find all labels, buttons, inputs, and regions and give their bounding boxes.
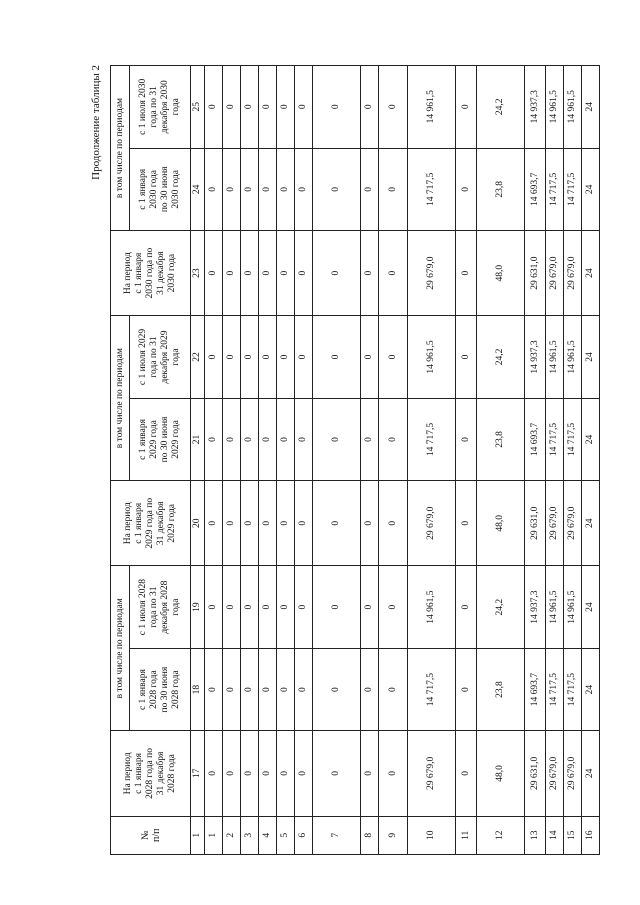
- value-cell: 0: [259, 481, 277, 566]
- value-cell: 24: [582, 316, 600, 398]
- value-cell: 0: [295, 398, 313, 480]
- value-cell: 0: [259, 398, 277, 480]
- value-cell: 0: [241, 66, 259, 149]
- row-number-cell: 5: [277, 816, 295, 854]
- header-second-half-2029: с 1 июля 2029 года по 31 декабря 2029 года: [130, 316, 191, 398]
- value-cell: 0: [379, 231, 408, 316]
- value-cell: 0: [379, 316, 408, 398]
- value-cell: 29 679,0: [408, 731, 456, 816]
- value-cell: 0: [295, 231, 313, 316]
- value-cell: 0: [456, 398, 477, 480]
- header-second-half-2030: с 1 июля 2030 года по 31 декабря 2030 года: [130, 66, 191, 149]
- value-cell: 0: [277, 148, 295, 230]
- column-number-cell: 21: [191, 398, 205, 480]
- header-period-2029: На период с 1 января 2029 года по 31 декабря 2029 года: [111, 481, 191, 566]
- value-cell: 0: [379, 398, 408, 480]
- value-cell: 0: [241, 231, 259, 316]
- row-number-cell: 11: [456, 816, 477, 854]
- table-row: [223, 66, 241, 855]
- value-cell: 0: [295, 731, 313, 816]
- row-number-cell: 16: [582, 816, 600, 854]
- value-cell: 0: [277, 566, 295, 648]
- value-cell: 0: [259, 66, 277, 149]
- value-cell: 0: [277, 398, 295, 480]
- value-cell: 0: [379, 731, 408, 816]
- value-cell: 0: [361, 148, 379, 230]
- value-cell: 0: [379, 481, 408, 566]
- value-cell: 0: [361, 231, 379, 316]
- column-number-cell: 18: [191, 648, 205, 730]
- row-number-cell: 1: [205, 816, 223, 854]
- value-cell: 0: [205, 231, 223, 316]
- data-table: [110, 65, 600, 855]
- row-number-cell: 2: [223, 816, 241, 854]
- value-cell: 0: [456, 648, 477, 730]
- value-cell: 0: [361, 566, 379, 648]
- value-cell: 14 717,5: [564, 148, 582, 230]
- value-cell: 0: [241, 316, 259, 398]
- value-cell: 0: [259, 731, 277, 816]
- value-cell: 24: [582, 231, 600, 316]
- table-row: [241, 66, 259, 855]
- value-cell: 0: [205, 731, 223, 816]
- row-number-cell: 3: [241, 816, 259, 854]
- value-cell: 0: [379, 148, 408, 230]
- value-cell: 14 961,5: [546, 566, 564, 648]
- value-cell: 0: [223, 398, 241, 480]
- value-cell: 0: [259, 231, 277, 316]
- value-cell: 0: [361, 66, 379, 149]
- value-cell: 0: [456, 231, 477, 316]
- row-number-cell: 15: [564, 816, 582, 854]
- header-second-half-2028: с 1 июля 2028 года по 31 декабря 2028 года: [130, 566, 191, 648]
- row-number-cell: 4: [259, 816, 277, 854]
- value-cell: 29 679,0: [546, 231, 564, 316]
- value-cell: 14 717,5: [408, 398, 456, 480]
- value-cell: 24,2: [477, 316, 525, 398]
- value-cell: 0: [313, 231, 361, 316]
- value-cell: 29 679,0: [564, 731, 582, 816]
- value-cell: 0: [241, 566, 259, 648]
- value-cell: 0: [223, 231, 241, 316]
- header-period-2030: На период с 1 января 2030 года по 31 декабря 2030 года: [111, 231, 191, 316]
- value-cell: 0: [223, 66, 241, 149]
- value-cell: 0: [205, 66, 223, 149]
- header-first-half-2030: с 1 января 2030 года по 30 июня 2030 года: [130, 148, 191, 230]
- header-subperiods-2029: в том числе по периодам: [111, 316, 130, 481]
- value-cell: 0: [456, 481, 477, 566]
- value-cell: 0: [313, 316, 361, 398]
- value-cell: 0: [456, 66, 477, 149]
- value-cell: 29 679,0: [564, 481, 582, 566]
- value-cell: 14 717,5: [564, 648, 582, 730]
- value-cell: 0: [313, 66, 361, 149]
- value-cell: 0: [313, 398, 361, 480]
- table-body: [205, 66, 600, 855]
- value-cell: 0: [277, 731, 295, 816]
- row-number-cell: 6: [295, 816, 313, 854]
- table-row: [456, 66, 477, 855]
- column-number-cell: 22: [191, 316, 205, 398]
- value-cell: 24,2: [477, 566, 525, 648]
- header-first-half-2029: с 1 января 2029 года по 30 июня 2029 года: [130, 398, 191, 480]
- value-cell: 0: [313, 731, 361, 816]
- value-cell: 14 961,5: [408, 316, 456, 398]
- value-cell: 24: [582, 398, 600, 480]
- header-first-half-2028: с 1 января 2028 года по 30 июня 2028 года: [130, 648, 191, 730]
- value-cell: 14 961,5: [564, 66, 582, 149]
- value-cell: 23,8: [477, 148, 525, 230]
- value-cell: 0: [223, 316, 241, 398]
- value-cell: 0: [379, 66, 408, 149]
- value-cell: 0: [313, 481, 361, 566]
- value-cell: 0: [223, 648, 241, 730]
- value-cell: 0: [223, 566, 241, 648]
- value-cell: 14 961,5: [564, 316, 582, 398]
- value-cell: 0: [205, 398, 223, 480]
- value-cell: 0: [259, 148, 277, 230]
- value-cell: 0: [223, 148, 241, 230]
- table-row: [564, 66, 582, 855]
- table-row: [205, 66, 223, 855]
- column-number-cell: 20: [191, 481, 205, 566]
- header-subperiods-2028: в том числе по периодам: [111, 566, 130, 731]
- row-number-cell: 10: [408, 816, 456, 854]
- column-number-cell: 25: [191, 66, 205, 149]
- value-cell: 14 961,5: [408, 566, 456, 648]
- value-cell: 0: [241, 731, 259, 816]
- header-row-number: № п/п: [111, 816, 191, 854]
- row-number-cell: 14: [546, 816, 564, 854]
- value-cell: 0: [456, 566, 477, 648]
- value-cell: 0: [295, 481, 313, 566]
- value-cell: 14 693,7: [525, 148, 546, 230]
- value-cell: 0: [295, 566, 313, 648]
- value-cell: 14 717,5: [546, 148, 564, 230]
- value-cell: 24,2: [477, 66, 525, 149]
- value-cell: 0: [277, 231, 295, 316]
- value-cell: 29 679,0: [546, 731, 564, 816]
- value-cell: 24: [582, 481, 600, 566]
- column-number-cell: 17: [191, 731, 205, 816]
- value-cell: 48,0: [477, 481, 525, 566]
- row-number-cell: 7: [313, 816, 361, 854]
- value-cell: 14 961,5: [546, 316, 564, 398]
- value-cell: 0: [379, 566, 408, 648]
- value-cell: 29 679,0: [564, 231, 582, 316]
- column-number-cell: 1: [191, 816, 205, 854]
- value-cell: 0: [456, 731, 477, 816]
- column-number-row: [191, 66, 205, 855]
- value-cell: 14 717,5: [564, 398, 582, 480]
- table-row: [582, 66, 600, 855]
- value-cell: 0: [205, 648, 223, 730]
- value-cell: 0: [313, 148, 361, 230]
- value-cell: 0: [205, 566, 223, 648]
- table-row: [313, 66, 361, 855]
- value-cell: 0: [223, 481, 241, 566]
- column-number-cell: 19: [191, 566, 205, 648]
- table-row: [379, 66, 408, 855]
- table-row: [259, 66, 277, 855]
- value-cell: 0: [295, 66, 313, 149]
- value-cell: 23,8: [477, 648, 525, 730]
- value-cell: 14 937,3: [525, 566, 546, 648]
- value-cell: 0: [223, 731, 241, 816]
- value-cell: 24: [582, 148, 600, 230]
- value-cell: 29 631,0: [525, 731, 546, 816]
- row-number-cell: 8: [361, 816, 379, 854]
- value-cell: 0: [205, 148, 223, 230]
- value-cell: 0: [259, 566, 277, 648]
- table-row: [477, 66, 525, 855]
- value-cell: 14 693,7: [525, 398, 546, 480]
- value-cell: 14 961,5: [408, 66, 456, 149]
- row-number-cell: 12: [477, 816, 525, 854]
- rotated-page: [90, 65, 635, 855]
- value-cell: 29 631,0: [525, 481, 546, 566]
- value-cell: 24: [582, 566, 600, 648]
- column-number-cell: 24: [191, 148, 205, 230]
- header-subperiods-2030: в том числе по периодам: [111, 66, 130, 231]
- table-row: [361, 66, 379, 855]
- value-cell: 0: [379, 648, 408, 730]
- value-cell: 0: [259, 316, 277, 398]
- value-cell: 14 961,5: [564, 566, 582, 648]
- table-caption: Продолжение таблицы 2: [90, 65, 102, 180]
- value-cell: 14 717,5: [546, 398, 564, 480]
- value-cell: 0: [277, 481, 295, 566]
- value-cell: 0: [277, 66, 295, 149]
- header-period-2028: На период с 1 января 2028 года по 31 декабря 2028 года: [111, 731, 191, 816]
- value-cell: 24: [582, 648, 600, 730]
- value-cell: 0: [205, 481, 223, 566]
- value-cell: 14 717,5: [546, 648, 564, 730]
- value-cell: 29 679,0: [408, 481, 456, 566]
- value-cell: 0: [361, 648, 379, 730]
- value-cell: 0: [313, 648, 361, 730]
- value-cell: 29 679,0: [408, 231, 456, 316]
- table-row: [277, 66, 295, 855]
- row-number-cell: 9: [379, 816, 408, 854]
- value-cell: 0: [361, 398, 379, 480]
- table-row: [546, 66, 564, 855]
- table-row: [525, 66, 546, 855]
- value-cell: 0: [295, 148, 313, 230]
- value-cell: 0: [241, 148, 259, 230]
- value-cell: 0: [205, 316, 223, 398]
- value-cell: 0: [295, 316, 313, 398]
- value-cell: 14 717,5: [408, 148, 456, 230]
- value-cell: 14 937,3: [525, 316, 546, 398]
- value-cell: 0: [456, 316, 477, 398]
- table-row: [295, 66, 313, 855]
- column-number-cell: 23: [191, 231, 205, 316]
- value-cell: 0: [277, 316, 295, 398]
- value-cell: 29 631,0: [525, 231, 546, 316]
- value-cell: 24: [582, 731, 600, 816]
- value-cell: 14 961,5: [546, 66, 564, 149]
- value-cell: 0: [277, 648, 295, 730]
- value-cell: 14 937,3: [525, 66, 546, 149]
- value-cell: 0: [456, 148, 477, 230]
- value-cell: 0: [361, 481, 379, 566]
- value-cell: 0: [361, 731, 379, 816]
- value-cell: 48,0: [477, 231, 525, 316]
- value-cell: 0: [241, 398, 259, 480]
- value-cell: 24: [582, 66, 600, 149]
- value-cell: 0: [241, 648, 259, 730]
- value-cell: 0: [259, 648, 277, 730]
- value-cell: 48,0: [477, 731, 525, 816]
- value-cell: 29 679,0: [546, 481, 564, 566]
- value-cell: 14 717,5: [408, 648, 456, 730]
- value-cell: 0: [361, 316, 379, 398]
- row-number-cell: 13: [525, 816, 546, 854]
- value-cell: 0: [313, 566, 361, 648]
- value-cell: 14 693,7: [525, 648, 546, 730]
- table-row: [408, 66, 456, 855]
- value-cell: 0: [295, 648, 313, 730]
- value-cell: 0: [241, 481, 259, 566]
- value-cell: 23,8: [477, 398, 525, 480]
